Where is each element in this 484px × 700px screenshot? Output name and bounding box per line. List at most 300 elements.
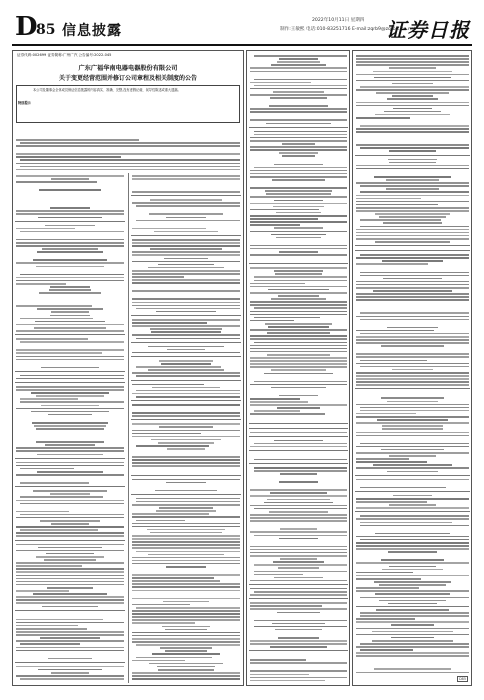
text-line xyxy=(37,251,103,253)
text-line xyxy=(250,588,347,590)
divider-rule xyxy=(249,650,348,651)
text-line xyxy=(267,499,331,501)
text-line xyxy=(250,329,347,331)
text-line xyxy=(16,575,124,577)
text-line xyxy=(273,206,323,208)
text-line xyxy=(16,666,124,668)
text-line xyxy=(16,239,124,241)
text-line xyxy=(274,270,322,272)
column-divider xyxy=(128,173,129,683)
text-line xyxy=(250,338,347,340)
edition-letter: D xyxy=(15,12,38,42)
text-line xyxy=(16,359,124,361)
text-line xyxy=(250,292,347,294)
text-line xyxy=(132,513,209,515)
divider-rule xyxy=(355,155,470,156)
text-line xyxy=(356,287,469,289)
text-line xyxy=(132,462,240,464)
text-line xyxy=(20,398,78,400)
text-line xyxy=(132,616,240,618)
text-line xyxy=(356,384,469,386)
text-line xyxy=(250,366,347,368)
text-line xyxy=(132,433,201,435)
divider-rule xyxy=(249,263,348,264)
masthead xyxy=(12,10,472,46)
text-line xyxy=(41,405,99,407)
text-line xyxy=(254,317,320,319)
text-line xyxy=(280,473,318,475)
text-line xyxy=(356,458,409,460)
text-line xyxy=(360,410,469,412)
text-line xyxy=(274,164,324,166)
text-line xyxy=(356,422,469,424)
text-line xyxy=(273,91,323,93)
text-line xyxy=(356,542,469,544)
text-line xyxy=(360,525,469,527)
text-line xyxy=(167,448,205,450)
text-line xyxy=(356,284,469,286)
text-line xyxy=(16,596,124,598)
text-line xyxy=(360,86,469,88)
text-line xyxy=(132,672,240,674)
text-line xyxy=(356,293,469,295)
text-line xyxy=(132,544,240,546)
text-line xyxy=(149,663,223,665)
text-line xyxy=(272,623,326,625)
text-line xyxy=(356,353,469,355)
text-line xyxy=(250,677,347,679)
editor-line: 制作:王敏熙 电话:010-83251716 E-mail:zqrb9@zqrb.sina.net xyxy=(280,27,416,32)
text-line xyxy=(16,352,102,354)
text-line xyxy=(36,266,104,268)
text-line xyxy=(150,248,222,250)
text-line xyxy=(360,312,469,314)
text-line xyxy=(270,492,326,494)
text-line xyxy=(148,267,224,269)
text-line xyxy=(34,425,106,427)
divider-rule xyxy=(15,334,125,335)
text-line xyxy=(393,108,432,110)
divider-rule xyxy=(249,423,348,424)
text-line xyxy=(271,369,326,371)
text-line xyxy=(374,668,451,670)
text-line xyxy=(393,495,431,497)
text-line xyxy=(356,628,469,630)
text-line xyxy=(16,584,124,586)
text-line xyxy=(136,657,212,659)
text-line xyxy=(280,528,316,530)
text-line xyxy=(254,307,347,309)
text-line xyxy=(270,97,326,99)
article-title: 关于变更经营范围并修订公司章程及相关制度的公告 xyxy=(58,75,197,82)
text-line xyxy=(356,572,413,574)
text-line xyxy=(132,547,240,549)
text-line xyxy=(132,191,240,193)
text-line xyxy=(250,140,347,142)
text-line xyxy=(132,459,240,461)
text-line xyxy=(356,229,469,231)
text-line xyxy=(16,622,124,624)
divider-rule xyxy=(131,235,241,236)
text-line xyxy=(356,518,469,520)
text-line xyxy=(132,423,240,425)
text-line xyxy=(158,669,215,671)
text-line xyxy=(381,345,444,347)
text-line xyxy=(250,680,325,682)
text-line xyxy=(132,372,240,374)
text-line xyxy=(360,319,469,321)
text-line xyxy=(250,555,347,557)
text-line xyxy=(31,411,109,413)
text-line xyxy=(16,280,124,282)
text-line xyxy=(250,357,347,359)
text-line xyxy=(250,520,347,522)
text-line xyxy=(356,378,469,380)
text-line xyxy=(356,461,427,463)
text-line xyxy=(356,235,469,237)
text-line xyxy=(250,674,309,676)
text-line xyxy=(147,529,224,531)
text-line xyxy=(356,342,469,344)
text-line xyxy=(250,196,347,198)
text-line xyxy=(16,386,124,388)
text-line xyxy=(132,404,240,406)
text-line xyxy=(254,134,347,136)
text-line xyxy=(20,159,240,161)
article-header xyxy=(13,51,243,123)
text-line xyxy=(389,162,436,164)
text-line xyxy=(250,209,319,211)
left-column xyxy=(12,50,244,686)
divider-rule xyxy=(249,463,348,464)
text-line xyxy=(254,535,347,537)
text-line xyxy=(279,251,318,253)
text-line xyxy=(356,413,416,415)
text-line xyxy=(266,123,330,125)
text-line xyxy=(374,176,452,178)
text-line xyxy=(132,178,240,180)
text-line xyxy=(250,531,347,533)
text-line xyxy=(375,593,450,595)
text-line xyxy=(250,670,347,672)
text-line xyxy=(360,612,469,614)
text-line xyxy=(51,672,90,674)
text-line xyxy=(356,238,469,240)
text-line xyxy=(132,436,240,438)
text-line xyxy=(376,609,449,611)
text-line xyxy=(132,302,240,304)
text-line xyxy=(356,74,469,76)
text-line xyxy=(356,207,469,209)
text-line xyxy=(282,143,315,145)
text-line xyxy=(151,439,220,441)
text-line xyxy=(250,304,347,306)
text-line xyxy=(20,514,124,516)
divider-rule xyxy=(249,428,348,429)
text-line xyxy=(33,490,107,492)
text-line xyxy=(360,407,469,409)
text-line xyxy=(375,213,449,215)
text-line xyxy=(16,631,124,633)
text-line xyxy=(136,520,185,522)
text-line xyxy=(254,459,347,461)
text-line xyxy=(356,655,469,657)
text-line xyxy=(148,554,224,556)
text-line xyxy=(374,77,451,79)
text-line xyxy=(16,283,66,285)
text-line xyxy=(16,139,139,141)
text-line xyxy=(38,217,102,219)
section-title: 信息披露 xyxy=(62,23,122,39)
text-line xyxy=(356,562,469,564)
text-line xyxy=(46,553,93,555)
text-line xyxy=(274,440,324,442)
divider-rule xyxy=(355,511,470,512)
text-line xyxy=(254,342,347,344)
text-line xyxy=(158,264,214,266)
text-line xyxy=(388,159,438,161)
date-line: 2022年10月11日 星期四 xyxy=(312,18,365,23)
notice-box xyxy=(16,85,240,123)
text-line xyxy=(16,378,124,380)
text-line xyxy=(132,279,240,281)
text-line xyxy=(165,650,208,652)
text-line xyxy=(356,144,469,146)
text-line xyxy=(42,606,99,608)
text-line xyxy=(16,277,124,279)
text-line xyxy=(277,61,321,63)
text-line xyxy=(356,296,469,298)
text-line xyxy=(45,225,95,227)
text-line xyxy=(265,323,333,325)
text-line xyxy=(16,565,82,567)
text-line xyxy=(381,449,443,451)
text-line xyxy=(32,422,108,424)
text-line xyxy=(379,584,446,586)
text-line xyxy=(37,454,103,456)
text-line xyxy=(132,619,240,621)
text-line xyxy=(268,326,329,328)
text-line xyxy=(16,228,75,230)
text-line xyxy=(250,351,347,353)
text-line xyxy=(51,311,89,313)
text-line xyxy=(250,348,347,350)
text-line xyxy=(372,631,453,633)
text-line xyxy=(250,659,306,661)
text-line xyxy=(373,290,452,292)
text-line xyxy=(132,282,240,284)
text-line xyxy=(20,142,240,144)
text-line xyxy=(250,643,347,645)
text-line xyxy=(250,311,347,313)
text-line xyxy=(132,535,240,537)
text-line xyxy=(45,444,95,446)
text-line xyxy=(356,330,434,332)
text-line xyxy=(356,363,469,365)
text-line xyxy=(132,352,240,354)
text-line xyxy=(272,179,325,181)
text-line xyxy=(250,283,305,285)
text-line xyxy=(132,523,240,525)
text-line xyxy=(132,563,240,565)
text-line xyxy=(360,649,413,651)
text-line xyxy=(250,248,347,250)
text-line xyxy=(271,298,325,300)
text-line xyxy=(132,660,185,662)
text-line xyxy=(250,267,347,269)
text-line xyxy=(356,232,469,234)
text-line xyxy=(149,213,224,215)
text-line xyxy=(379,600,445,602)
text-line xyxy=(132,641,240,643)
text-line xyxy=(132,412,240,414)
text-line xyxy=(166,482,206,484)
text-line xyxy=(356,578,421,580)
text-line xyxy=(20,468,74,470)
divider-rule xyxy=(249,584,348,585)
text-line xyxy=(254,85,347,87)
text-line xyxy=(388,551,437,553)
text-line xyxy=(16,532,124,534)
divider-rule xyxy=(15,540,125,541)
text-line xyxy=(356,102,469,104)
text-line xyxy=(16,578,124,580)
text-line xyxy=(382,569,442,571)
text-line xyxy=(50,286,89,288)
text-line xyxy=(48,414,92,416)
text-line xyxy=(356,204,438,206)
text-line xyxy=(16,175,124,177)
text-line xyxy=(250,67,347,69)
text-line xyxy=(389,455,436,457)
text-line xyxy=(386,179,440,181)
text-line xyxy=(156,311,216,313)
text-line xyxy=(387,327,437,329)
text-line xyxy=(360,333,469,335)
text-line xyxy=(132,541,240,543)
divider-rule xyxy=(15,458,125,459)
text-line xyxy=(20,678,124,680)
divider-rule xyxy=(249,436,348,437)
text-line xyxy=(360,615,469,617)
text-line xyxy=(250,517,347,519)
text-line xyxy=(356,435,469,437)
text-line xyxy=(391,637,434,639)
text-line xyxy=(250,88,347,90)
text-line xyxy=(20,274,124,276)
text-line xyxy=(356,498,469,500)
text-line xyxy=(16,517,124,519)
text-line xyxy=(389,504,436,506)
divider-rule xyxy=(131,315,241,316)
text-line xyxy=(132,479,240,481)
text-line xyxy=(250,495,347,497)
text-line xyxy=(16,571,124,573)
text-line xyxy=(136,551,240,553)
text-line xyxy=(254,470,347,472)
text-line xyxy=(132,305,240,307)
text-line xyxy=(360,539,469,541)
text-line xyxy=(148,346,223,348)
text-line xyxy=(356,168,469,170)
text-line xyxy=(250,137,347,139)
text-line xyxy=(250,505,347,507)
text-line xyxy=(132,574,240,576)
text-line xyxy=(16,450,124,452)
text-line xyxy=(132,598,240,600)
divider-rule xyxy=(131,494,241,495)
text-line xyxy=(33,259,106,261)
text-line xyxy=(386,188,438,190)
text-line xyxy=(250,71,347,73)
text-line xyxy=(387,471,439,473)
text-line xyxy=(356,501,427,503)
text-line xyxy=(16,305,92,307)
text-line xyxy=(16,650,124,652)
text-line xyxy=(250,552,347,554)
text-line xyxy=(360,254,469,256)
text-line xyxy=(136,501,240,503)
text-line xyxy=(280,558,318,560)
text-line xyxy=(277,612,319,614)
notice-text: 本公司及董事会全体成员保证信息披露的内容真实、准确、完整,没有虚假记载、误导性陈述或重大遗漏。 xyxy=(33,88,181,92)
text-line xyxy=(159,360,213,362)
text-line xyxy=(20,643,80,645)
text-line xyxy=(20,529,98,531)
text-line xyxy=(267,354,329,356)
text-line xyxy=(250,345,347,347)
text-line xyxy=(16,330,124,332)
notice-label: 特别提示 xyxy=(18,101,31,105)
text-line xyxy=(16,562,124,564)
text-line xyxy=(356,263,428,265)
text-line xyxy=(268,289,329,291)
divider-rule xyxy=(355,245,470,246)
text-line xyxy=(360,191,469,193)
text-line xyxy=(360,275,469,277)
newspaper-page xyxy=(12,10,472,692)
text-line xyxy=(50,493,90,495)
text-line xyxy=(132,635,240,637)
text-line xyxy=(356,58,469,60)
text-line xyxy=(254,131,347,133)
text-line xyxy=(41,367,100,369)
text-line xyxy=(16,349,124,351)
text-line xyxy=(132,504,240,506)
text-line xyxy=(36,428,103,430)
text-line xyxy=(282,155,315,157)
text-line xyxy=(16,634,124,636)
text-line xyxy=(132,322,207,324)
text-line xyxy=(16,145,240,147)
middle-column xyxy=(246,50,350,686)
text-line xyxy=(165,629,206,631)
right-column xyxy=(352,50,472,686)
text-line xyxy=(33,593,107,595)
text-line xyxy=(254,276,347,278)
text-line xyxy=(162,626,210,628)
text-line xyxy=(132,678,240,680)
text-line xyxy=(356,210,469,212)
text-line xyxy=(274,200,323,202)
text-line xyxy=(132,242,240,244)
text-line xyxy=(36,441,104,443)
text-line xyxy=(16,465,124,467)
text-line xyxy=(254,167,347,169)
text-line xyxy=(136,205,240,207)
text-line xyxy=(356,575,469,577)
text-line xyxy=(254,574,303,576)
